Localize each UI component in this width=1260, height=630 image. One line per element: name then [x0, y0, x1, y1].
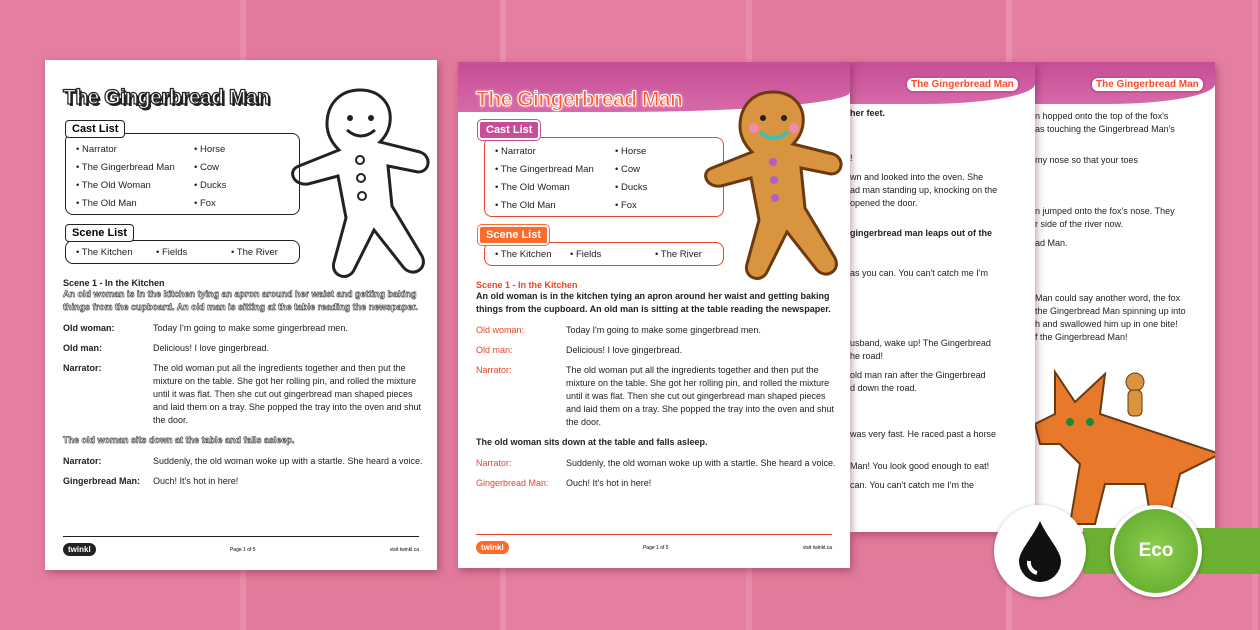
line-text: The old woman put all the ingredients together and then put the mixture on the table. She got her rolling pin, and rolled the mixture until it was flat. Then she cut out gingerbread man shaped pieces and laid them on a tray. She popped the tray into the oven and shut the door.: [153, 363, 422, 425]
scene-list-label: Scene List: [478, 225, 549, 245]
script-line: [63, 475, 423, 488]
line-text: Suddenly, the old woman woke up with a startle. She heard a voice.: [566, 458, 836, 468]
text-fragment: opened the door.: [850, 198, 918, 208]
cast-item: • Narrator: [495, 146, 536, 157]
text-fragment: old man ran after the Gingerbread: [850, 370, 986, 380]
stage-direction: An old woman is in the kitchen tying an apron around her waist and getting baking things from the cupboard. An old man is sitting at the table reading the newspaper.: [476, 291, 831, 314]
scene-list-box: [484, 242, 724, 266]
speaker: Narrator:: [63, 363, 102, 373]
text-fragment: f the Gingerbread Man!: [1035, 332, 1128, 342]
line-text: Suddenly, the old woman woke up with a startle. She heard a voice.: [153, 456, 423, 466]
script-line: [476, 324, 836, 337]
speaker: Old man:: [476, 345, 513, 355]
stage-direction: The old woman sits down at the table and falls asleep.: [476, 437, 708, 447]
cast-list-box: [484, 137, 724, 217]
speaker: Old man:: [63, 343, 103, 353]
text-fragment: Man! You look good enough to eat!: [850, 461, 990, 471]
cast-item: • The Gingerbread Man: [76, 162, 175, 173]
ink-drop-badge: [994, 505, 1086, 597]
speaker: Gingerbread Man:: [476, 478, 549, 488]
script-line: [476, 364, 836, 429]
page-title: The Gingerbread Man: [1090, 76, 1205, 93]
text-fragment: h and swallowed him up in one bite!: [1035, 319, 1178, 329]
text-fragment: the Gingerbread Man spinning up into: [1035, 306, 1186, 316]
line-text: Ouch! It's hot in here!: [566, 478, 652, 488]
scene-item: • The Kitchen: [495, 249, 552, 260]
cast-item: • Narrator: [76, 144, 117, 155]
cast-item: • The Old Man: [495, 200, 556, 211]
script-line: [63, 322, 423, 335]
text-fragment: my nose so that your toes: [1035, 155, 1139, 165]
scene-script: [63, 278, 423, 495]
ink-drop-icon: [1015, 519, 1065, 583]
scene-item: • The River: [231, 247, 278, 258]
worksheet-page-3: [850, 62, 1035, 532]
text-fragment: he road!: [850, 351, 884, 361]
scene-item: • Fields: [156, 247, 187, 258]
speaker: Gingerbread Man:: [63, 476, 141, 486]
text-fragment: gingerbread man leaps out of the: [850, 228, 993, 238]
script-line: [476, 344, 836, 357]
script-line: [63, 342, 423, 355]
text-fragment: usband, wake up! The Gingerbread: [850, 338, 991, 348]
scene-list-box: [65, 240, 300, 264]
text-fragment: d down the road.: [850, 383, 918, 393]
line-text: Delicious! I love gingerbread.: [153, 343, 270, 353]
page-title: The Gingerbread Man: [63, 86, 270, 109]
cast-item: • Cow: [615, 164, 640, 175]
worksheet-page-colour: [458, 62, 850, 568]
cast-item: • Ducks: [194, 180, 226, 191]
line-text: Ouch! It's hot in here!: [153, 476, 239, 486]
worksheet-page-4: [1035, 62, 1215, 532]
text-fragment: ad Man.: [1035, 238, 1068, 248]
cast-item: • Horse: [194, 144, 225, 155]
cast-item: • The Old Man: [76, 198, 137, 209]
text-fragment: was very fast. He raced past a horse: [850, 429, 997, 439]
script-line: [476, 477, 836, 490]
cast-item: • The Gingerbread Man: [495, 164, 594, 175]
eco-label: Eco: [1138, 540, 1174, 561]
speaker: Narrator:: [63, 456, 102, 466]
cast-item: • The Old Woman: [76, 180, 151, 191]
speaker: Old woman:: [63, 323, 115, 333]
text-fragment: can. You can't catch me I'm the: [850, 480, 975, 490]
stage-direction: The old woman sits down at the table and falls asleep.: [63, 435, 295, 445]
footer-url: visit twinkl.ca: [802, 544, 832, 551]
eco-badge: [1110, 505, 1202, 597]
text-fragment: wn and looked into the oven. She: [850, 172, 984, 182]
text-fragment: as you can. You can't catch me I'm: [850, 268, 989, 278]
speaker: Narrator:: [476, 365, 512, 375]
cast-item: • Horse: [615, 146, 646, 157]
cast-list-label: Cast List: [65, 120, 125, 138]
text-fragment: n hopped onto the top of the fox's: [1035, 111, 1169, 121]
text-fragment: r side of the river now.: [1035, 219, 1124, 229]
scene-item: • The River: [655, 249, 702, 260]
line-text: Today I'm going to make some gingerbread men.: [566, 325, 761, 335]
cast-item: • Ducks: [615, 182, 647, 193]
page-footer: [63, 536, 419, 562]
cast-list-box: [65, 133, 300, 215]
text-fragment: !: [850, 153, 853, 163]
cast-list-label: Cast List: [478, 120, 540, 140]
script-line: [63, 362, 423, 427]
scene-heading: Scene 1 - In the Kitchen: [476, 280, 578, 290]
line-text: The old woman put all the ingredients together and then put the mixture on the table. She got her rolling pin, and rolled the mixture until it was flat. Then she cut out gingerbread man shaped pieces and laid them on a tray. She popped the tray into the oven and shut the door.: [566, 365, 835, 427]
gingerbread-man-colour-icon: [698, 82, 848, 292]
stage-direction: An old woman is in the kitchen tying an apron around her waist and getting baking things from the cupboard. An old man is sitting at the table reading the newspaper.: [63, 289, 418, 312]
worksheet-page-bw: [45, 60, 437, 570]
text-fragment: as touching the Gingerbread Man's: [1035, 124, 1175, 134]
gingerbread-man-outline-icon: [285, 80, 435, 290]
page-title: The Gingerbread Man: [476, 88, 683, 111]
page-title: The Gingerbread Man: [905, 76, 1020, 93]
scene-item: • The Kitchen: [76, 247, 133, 258]
text-fragment: n jumped onto the fox's nose. They: [1035, 206, 1175, 216]
page-number: Page 1 of 5: [229, 546, 256, 553]
text-fragment: Man could say another word, the fox: [1035, 293, 1181, 303]
footer-url: visit twinkl.ca: [389, 546, 419, 553]
scene-script: [476, 280, 836, 497]
text-fragment: her feet.: [850, 108, 886, 118]
cast-item: • The Old Woman: [495, 182, 570, 193]
twinkl-logo: twinkl: [63, 543, 96, 556]
speaker: Old woman:: [476, 325, 525, 335]
text-fragment: ad man standing up, knocking on the: [850, 185, 998, 195]
cast-item: • Fox: [615, 200, 637, 211]
script-line: [476, 457, 836, 470]
scene-heading: Scene 1 - In the Kitchen: [63, 278, 165, 288]
page-footer: [476, 534, 832, 560]
line-text: Today I'm going to make some gingerbread men.: [153, 323, 348, 333]
scene-item: • Fields: [570, 249, 601, 260]
twinkl-logo: twinkl: [476, 541, 509, 554]
script-line: [63, 455, 423, 468]
speaker: Narrator:: [476, 458, 512, 468]
cast-item: • Fox: [194, 198, 216, 209]
cast-item: • Cow: [194, 162, 219, 173]
page-number: Page 1 of 5: [642, 544, 669, 551]
scene-list-label: Scene List: [65, 224, 134, 242]
line-text: Delicious! I love gingerbread.: [566, 345, 683, 355]
fox-illustration-icon: [1035, 352, 1215, 532]
